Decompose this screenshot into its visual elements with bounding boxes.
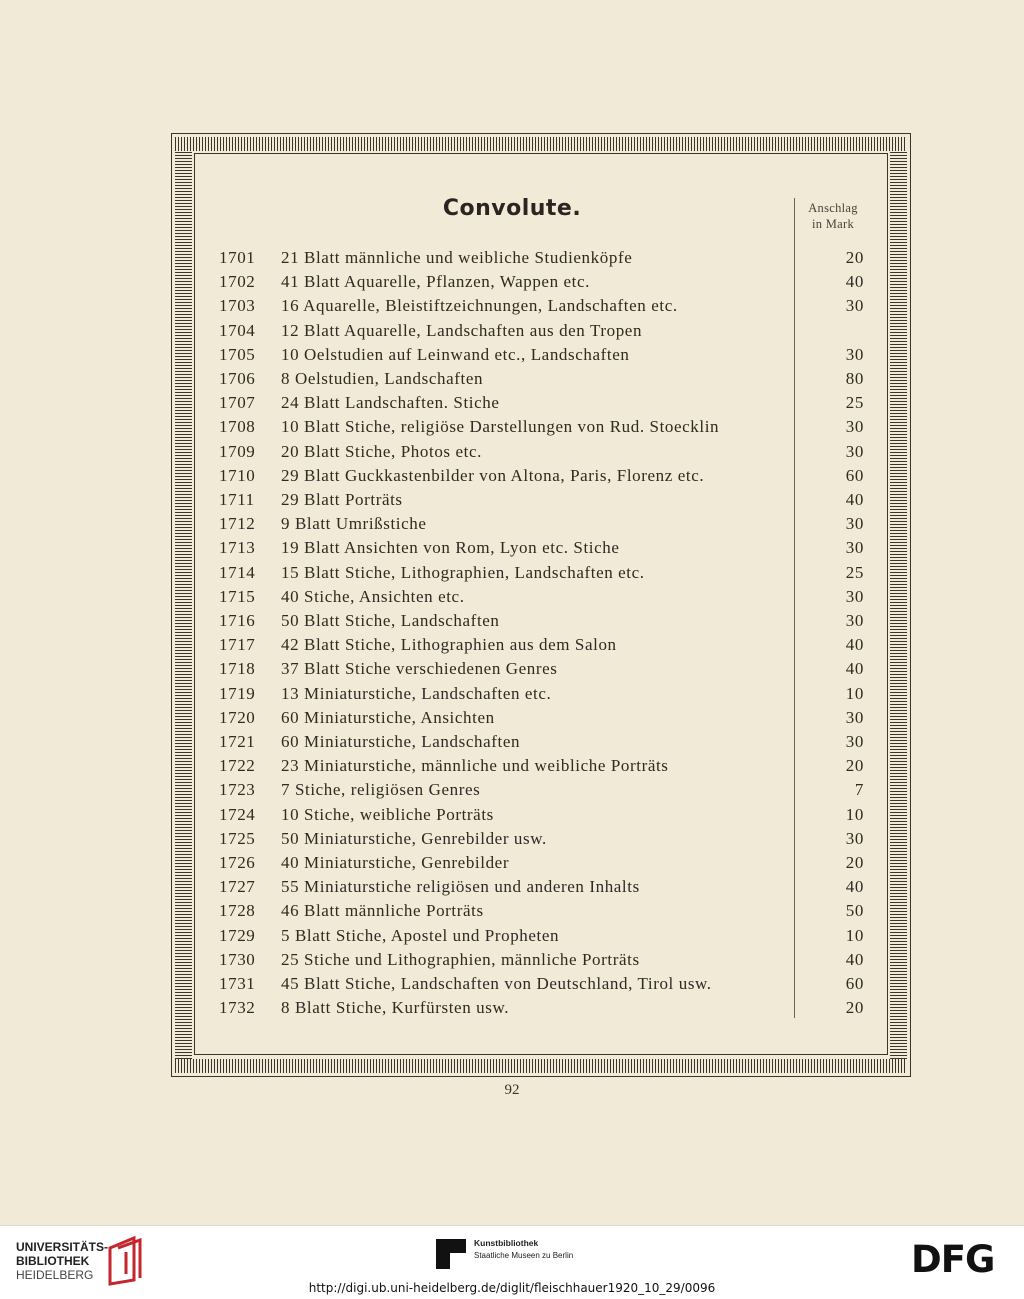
entry-price: 30 [845, 828, 864, 848]
list-item [0, 756, 1024, 780]
list-item [0, 272, 1024, 296]
list-item [0, 611, 1024, 635]
entry-price: 25 [845, 393, 864, 413]
entry-num: 1727 [219, 877, 256, 897]
entry-num: 1725 [219, 828, 256, 848]
entry-desc: 60 Miniaturstiche, Ansichten [281, 707, 495, 727]
entry-price: 30 [845, 514, 864, 534]
kb-line2: Staatliche Museen zu Berlin [474, 1251, 574, 1260]
entry-price: 20 [845, 998, 864, 1018]
list-item [0, 635, 1024, 659]
entry-price: 20 [845, 853, 864, 872]
list-item [0, 369, 1024, 393]
list-item [0, 708, 1024, 732]
list-item [0, 442, 1024, 466]
entry-desc: 10 Blatt Stiche, religiöse Darstellungen von Rud. Stoecklin [281, 417, 720, 437]
entry-price: 20 [845, 756, 864, 776]
page-title: Convolute. [442, 196, 582, 221]
entry-desc: 19 Blatt Ansichten von Rom, Lyon etc. Stiche [281, 538, 620, 558]
entry-price: 40 [845, 272, 864, 292]
kb-line1: Kunstbibliothek [474, 1238, 539, 1248]
entry-desc: 5 Blatt Stiche, Apostel und Propheten [281, 925, 560, 945]
entry-num: 1715 [219, 586, 256, 606]
list-item [0, 974, 1024, 998]
entry-price: 10 [845, 925, 864, 945]
entry-num: 1711 [219, 490, 255, 509]
entry-num: 1728 [219, 901, 256, 921]
entry-num: 1707 [219, 393, 256, 413]
entry-price: 80 [845, 369, 864, 388]
entry-desc: 25 Stiche und Lithographien, männliche Porträts [281, 949, 640, 969]
list-item [0, 950, 1024, 974]
entry-num: 1718 [219, 659, 256, 679]
list-item [0, 877, 1024, 901]
entry-price: 40 [845, 635, 864, 655]
price-header-line1: Anschlag [808, 201, 858, 215]
entry-num: 1704 [219, 320, 256, 340]
list-item [0, 805, 1024, 829]
list-item [0, 538, 1024, 562]
entry-num: 1731 [219, 974, 256, 993]
entry-price: 30 [845, 707, 864, 727]
price-column-header [800, 200, 866, 232]
frame-hatch-top [175, 137, 907, 151]
entry-desc: 12 Blatt Aquarelle, Landschaften aus den Tropen [281, 320, 643, 340]
entry-num: 1710 [219, 465, 256, 485]
list-item [0, 780, 1024, 804]
list-item [0, 659, 1024, 683]
entry-desc: 16 Aquarelle, Bleistiftzeichnungen, Landschaften etc. [281, 296, 678, 316]
entry-price: 30 [845, 441, 864, 461]
entry-num: 1723 [219, 780, 256, 800]
entry-price: 25 [845, 562, 864, 582]
dfg-logo[interactable]: DFG [911, 1238, 995, 1281]
list-item [0, 296, 1024, 320]
entry-desc: 20 Blatt Stiche, Photos etc. [281, 441, 482, 461]
entry-desc: 13 Miniaturstiche, Landschaften etc. [281, 683, 552, 703]
entry-price: 60 [845, 465, 864, 485]
entry-price: 40 [845, 659, 864, 679]
entry-num: 1701 [219, 248, 256, 267]
entry-desc: 29 Blatt Guckkastenbilder von Altona, Paris, Florenz etc. [281, 465, 705, 485]
entry-num: 1702 [219, 272, 256, 292]
frame-hatch-bottom [175, 1059, 907, 1073]
list-item [0, 684, 1024, 708]
entry-price: 30 [845, 586, 864, 606]
list-item [0, 345, 1024, 369]
uni-heidelberg-wordmark[interactable] [16, 1240, 108, 1282]
entry-desc: 40 Miniaturstiche, Genrebilder [281, 853, 510, 872]
source-url-link[interactable]: http://digi.ub.uni-heidelberg.de/diglit/fleischhauer1920_10_29/0096 [308, 1281, 716, 1295]
entry-desc: 10 Stiche, weibliche Porträts [281, 804, 494, 824]
list-item [0, 587, 1024, 611]
entry-num: 1709 [219, 441, 256, 461]
entry-desc: 10 Oelstudien auf Leinwand etc., Landschaften [281, 344, 630, 364]
entry-price: 30 [845, 296, 864, 316]
entry-num: 1714 [219, 562, 256, 582]
entry-price: 30 [845, 344, 864, 364]
entry-desc: 23 Miniaturstiche, männliche und weibliche Porträts [281, 756, 669, 776]
entry-price: 10 [845, 683, 864, 703]
entry-num: 1713 [219, 538, 256, 558]
entry-desc: 45 Blatt Stiche, Landschaften von Deutschland, Tirol usw. [281, 974, 712, 993]
entry-desc: 8 Blatt Stiche, Kurfürsten usw. [281, 998, 510, 1018]
list-item [0, 514, 1024, 538]
entry-desc: 42 Blatt Stiche, Lithographien aus dem Salon [281, 635, 617, 655]
entry-num: 1726 [219, 853, 256, 872]
entry-desc: 60 Miniaturstiche, Landschaften [281, 732, 521, 751]
entry-num: 1730 [219, 949, 256, 969]
entry-desc: 40 Stiche, Ansichten etc. [281, 586, 465, 606]
list-item [0, 853, 1024, 877]
entry-desc: 15 Blatt Stiche, Lithographien, Landschaften etc. [281, 562, 645, 582]
entry-num: 1720 [219, 707, 256, 727]
entry-desc: 9 Blatt Umrißstiche [281, 514, 427, 534]
price-header-line2: in Mark [811, 217, 855, 231]
entry-desc: 29 Blatt Porträts [281, 490, 403, 509]
kunstbibliothek-wordmark[interactable] [474, 1237, 573, 1262]
list-item [0, 393, 1024, 417]
entry-desc: 24 Blatt Landschaften. Stiche [281, 393, 500, 413]
uni-heidelberg-logo-icon [104, 1234, 144, 1286]
entry-price: 7 [854, 780, 864, 800]
list-item [0, 732, 1024, 756]
entry-price: 30 [845, 538, 864, 558]
entry-price: 30 [845, 611, 864, 630]
entry-desc: 8 Oelstudien, Landschaften [281, 369, 484, 388]
entry-num: 1705 [219, 344, 256, 364]
list-item [0, 248, 1024, 272]
list-item [0, 926, 1024, 950]
entry-price: 30 [845, 417, 864, 437]
uni-line2: BIBLIOTHEK [16, 1254, 90, 1268]
entry-price: 10 [845, 804, 864, 824]
entry-price: 30 [845, 732, 864, 751]
entry-price: 50 [845, 901, 864, 921]
list-item [0, 563, 1024, 587]
entry-desc: 37 Blatt Stiche verschiedenen Genres [281, 659, 558, 679]
entry-num: 1724 [219, 804, 256, 824]
list-item [0, 490, 1024, 514]
kunstbibliothek-logo-icon [436, 1239, 466, 1269]
entry-desc: 55 Miniaturstiche religiösen und anderen Inhalts [281, 877, 640, 897]
uni-line3: HEIDELBERG [16, 1268, 94, 1282]
page-number: 92 [504, 1082, 520, 1098]
entry-desc: 41 Blatt Aquarelle, Pflanzen, Wappen etc. [281, 272, 590, 292]
entry-num: 1721 [219, 732, 256, 751]
list-item [0, 417, 1024, 441]
list-item [0, 998, 1024, 1022]
entry-num: 1722 [219, 756, 256, 776]
entry-num: 1732 [219, 998, 256, 1018]
entry-price: 60 [845, 974, 864, 993]
entry-desc: 7 Stiche, religiösen Genres [281, 780, 481, 800]
list-item [0, 829, 1024, 853]
entry-num: 1719 [219, 683, 256, 703]
list-item [0, 466, 1024, 490]
list-item [0, 901, 1024, 925]
entry-desc: 50 Miniaturstiche, Genrebilder usw. [281, 828, 547, 848]
list-item [0, 321, 1024, 345]
entry-num: 1712 [219, 514, 256, 534]
entry-desc: 46 Blatt männliche Porträts [281, 901, 484, 921]
entry-num: 1729 [219, 925, 256, 945]
entry-price: 40 [845, 490, 864, 509]
entry-price: 20 [845, 248, 864, 267]
entry-num: 1703 [219, 296, 256, 316]
entry-num: 1717 [219, 635, 256, 655]
entry-num: 1716 [219, 611, 256, 630]
entry-desc: 50 Blatt Stiche, Landschaften [281, 611, 500, 630]
entry-num: 1706 [219, 369, 256, 388]
entry-desc: 21 Blatt männliche und weibliche Studienköpfe [281, 248, 633, 267]
entry-price: 40 [845, 949, 864, 969]
uni-line1: UNIVERSITÄTS- [16, 1240, 109, 1254]
entry-price: 40 [845, 877, 864, 897]
entry-num: 1708 [219, 417, 256, 437]
